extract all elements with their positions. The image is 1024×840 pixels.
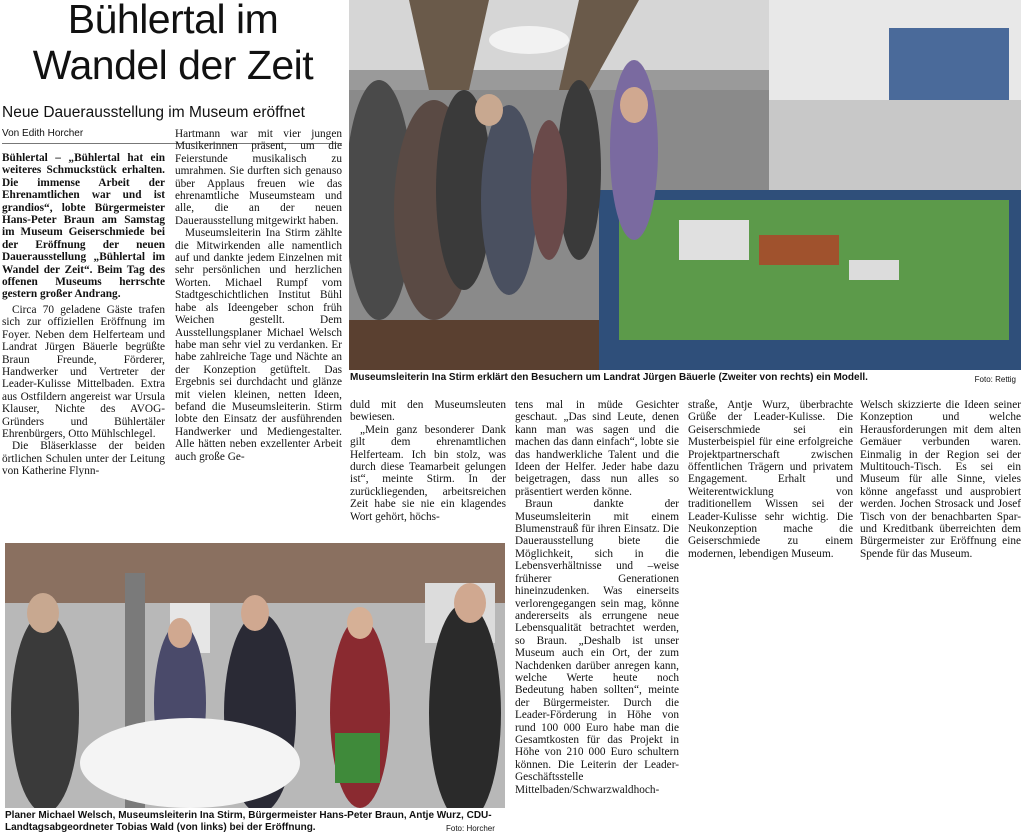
- exhibition-photo-caption: [350, 372, 1020, 384]
- paragraph: Hartmann war mit vier jungen Musikerinnen präsent, um die Feierstunde musikalisch zu umrahmen. Sie durften sich genauso über Applaus freuen wie das ehrenamtliche Museumsteam und alle, die an der neuen Dauerausstellung mitgewirkt haben.: [175, 128, 342, 227]
- paragraph: duld mit den Museumsleuten bewiesen.: [350, 399, 506, 424]
- paragraph: Die Bläserklasse der beiden örtlichen Schulen unter der Leitung von Katherine Flynn-: [2, 440, 165, 478]
- text-column-3: [350, 399, 506, 534]
- opening-photo-caption: [5, 810, 505, 834]
- paragraph: tens mal in müde Gesichter geschaut. „Das sind Leute, denen kann man was sagen und die machen das dann einfach“, lobte sie das handwerkliche Talent und die Ideen der Helfer. Jeder habe dazu beigetragen, dass nun alles so präsentiert werden könne.: [515, 399, 679, 498]
- opening-photo: [5, 543, 505, 808]
- text-column-5: [688, 399, 853, 579]
- headline-line-2: Wandel der Zeit: [32, 42, 314, 88]
- photo-credit: Foto: Horcher: [446, 824, 495, 833]
- exhibition-photo: [349, 0, 1021, 370]
- article-subheadline: Neue Dauerausstellung im Museum eröffnet: [2, 104, 305, 121]
- paragraph: Welsch skizzierte die Ideen seiner Konzeption und welche Herausforderungen mit dem alten Gemäuer verbunden waren. Einmalig in der Region sei der Multitouch-Tisch. Es sei ein Museum für alle Sinne, vieles könne angefasst und ausprobiert werden. Jochen Strosack und Josef Tisch von der benachbarten Spar- und Kreditbank überreichten dem Bürgermeister zur Eröffnung eine Spende für das Museum.: [860, 399, 1021, 560]
- paragraph: Braun dankte der Museumsleiterin mit einem Blumenstrauß für ihren Einsatz. Die Dauerausstellung biete die Möglichkeit, sich in die Lebensverhältnisse und –weise früherer Generationen hineinzudenken. Was einerseits verlorengegangen sein mag, könne andererseits als errungene neue Lebensqualität betrachtet werden, so Braun. „Deshalb ist unser Museum auch ein Ort, der zum Nachdenken darüber anregen kann, welche Werte heute noch Bedeutung haben sollten“, meinte der Bürgermeister. Durch die Leader-Förderung in Höhe von rund 100 000 Euro habe man die Gesamtkosten für das Projekt in Höhe von 210 000 Euro schultern können. Die Leiterin der Leader-Geschäftsstelle Mittelbaden/Schwarzwaldhoch-: [515, 498, 679, 796]
- paragraph: Museumsleiterin Ina Stirm zählte die Mitwirkenden alle namentlich auf und dankte jedem Einzelnen mit sehr persönlichen und herzlichen Worten. Michael Rumpf vom Stadtgeschichtlichen Institut Bühl habe als Ideengeber schon früh Weichen gestellt. Dem Ausstellungsplaner Michael Welsch habe man sehr viel zu verdanken. Er habe zahlreiche Tage und Nächte an der Konzeption getüftelt. Das Ergebnis sei durchdacht und glänze mit vielen kleinen, netten Ideen, befand die Museumsleiterin. Stirm lobte den Einsatz der ausführenden Handwerker und Mediengestalter. Alle hätten neben exzellenter Arbeit auch große Ge-: [175, 227, 342, 463]
- paragraph: „Mein ganz besonderer Dank gilt dem ehrenamtlichen Helferteam. Ich bin stolz, was durch diese Teamarbeit gelungen ist“, meinte Stirm. In der zurückliegenden, arbeitsreichen Zeit habe sie nie ein klagendes Wort gehört, höchs-: [350, 423, 506, 523]
- headline-line-1: Bühlertal im: [67, 0, 279, 42]
- text-column-2: [175, 128, 342, 540]
- caption-text: Planer Michael Welsch, Museumsleiterin Ina Stirm, Bürgermeister Hans-Peter Braun, Antje Wurz, CDU-Landtagsabgeordneter Tobias Wald (von links) bei der Eröffnung.: [5, 810, 492, 833]
- article-headline: [14, 0, 332, 88]
- paragraph: straße, Antje Wurz, überbrachte Grüße der Leader-Kulisse. Die Geiserschmiede sei ein Musterbeispiel für eine erfolgreiche Projektpartnerschaft zwischen öffentlichen Trägern und privatem Engagement. Erhalt und Weiterentwicklung von traditionellem Wissen sei der Leader-Kulisse sehr wichtig. Die Neukonzeption mache die Geiserschmiede zu einem modernen, lebendigen Museum.: [688, 399, 853, 560]
- exhibition-photo-image: [349, 0, 1021, 370]
- opening-photo-image: [5, 543, 505, 808]
- text-column-4: [515, 399, 679, 839]
- text-column-6: [860, 399, 1021, 579]
- photo-credit: Foto: Rettig: [974, 375, 1016, 384]
- article-lead: Bühlertal – „Bühlertal hat ein weiteres Schmuckstück erhalten. Die immense Arbeit der Ehrenamtlichen war und ist grandios“, lobte Bürgermeister Hans-Peter Braun am Samstag im Museum Geiserschmiede bei der Eröffnung der neuen Dauerausstellung „Bühlertal im Wandel der Zeit“. Beim Tag des offenen Museums herrschte gestern großer Andrang.: [2, 152, 165, 301]
- caption-text: Museumsleiterin Ina Stirm erklärt den Besuchern um Landrat Jürgen Bäuerle (Zweiter von rechts) ein Modell.: [350, 372, 868, 383]
- text-column-1: [2, 152, 165, 540]
- byline: Von Edith Horcher: [2, 128, 84, 139]
- paragraph: Circa 70 geladene Gäste trafen sich zur offiziellen Eröffnung im Foyer. Neben dem Helferteam und Landrat Jürgen Bäuerle begrüßte Braun Freunde, Förderer, Handwerker und Vertreter der Leader-Kulisse Mittelbaden. Extra aus Ostfildern angereist war Ursula Klauser, Nichte des AVOG-Gründers und Bühlertäler Ehrenbürgers, Otto Mühlschlegel.: [2, 303, 165, 440]
